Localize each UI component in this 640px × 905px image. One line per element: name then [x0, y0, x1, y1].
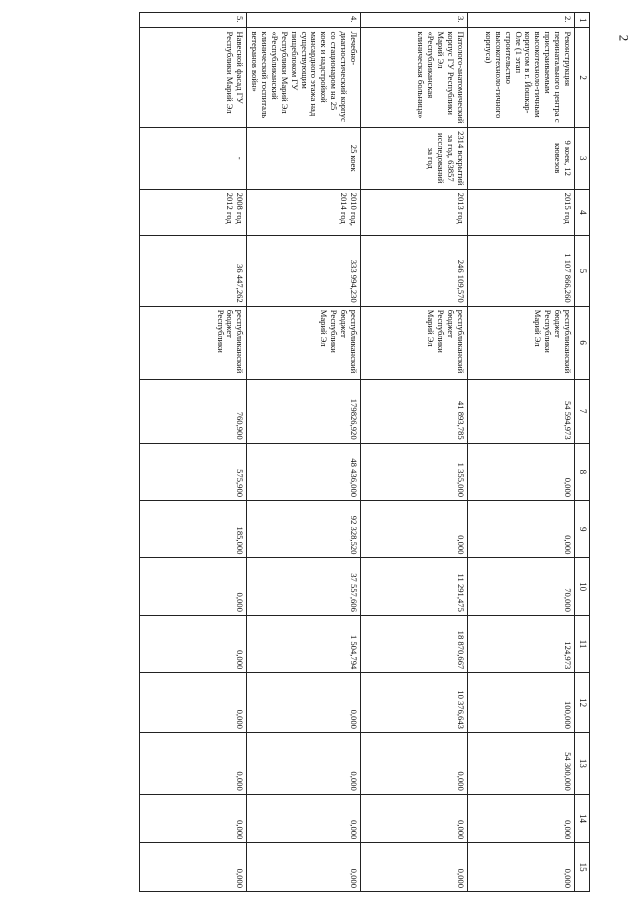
value-col-15: 0,000 [361, 843, 468, 892]
period: 2008 год 2012 год [140, 189, 247, 235]
value-col-9: 185,000 [140, 501, 247, 558]
object-name: Реконструкция перинатального центра с пристраиваемым высокотехноло-гичным корпусом в г. Йошкар-Оле (1 этап строительство высокотехноло-гичного корпуса) [468, 28, 575, 127]
value-col-8: 575,900 [140, 443, 247, 500]
funding-source: республиканский бюджет Республики [140, 306, 247, 379]
value-col-13: 0,000 [361, 732, 468, 794]
value-col-12: 100,000 [468, 673, 575, 733]
value-col-12: 0,000 [140, 673, 247, 733]
value-col-13: 0,000 [247, 732, 361, 794]
period: 2010 год, 2014 год [247, 189, 361, 235]
col-header: 11 [575, 615, 590, 672]
value-col-12: 0,000 [247, 673, 361, 733]
value-col-9: 0,000 [468, 501, 575, 558]
value-col-13: 0,000 [140, 732, 247, 794]
object-name: Патолого-анатомический корпус ГУ Республики Марий Эл «Республиканская клиническая больница» [361, 28, 468, 127]
value-col-15: 0,000 [468, 843, 575, 892]
object-name: Навесной фасад ГУ Республики Марий Эл [140, 28, 247, 127]
value-col-10: 37 557,606 [247, 558, 361, 615]
value-col-14: 0,000 [247, 794, 361, 843]
col-header: 5 [575, 236, 590, 307]
value-col-11: 18 870,667 [361, 615, 468, 672]
value-col-13: 54 300,000 [468, 732, 575, 794]
rotated-table-container [110, 12, 590, 892]
value-col-12: 10 376,643 [361, 673, 468, 733]
page-number: 2 [616, 34, 632, 42]
value-col-8: 48 436,000 [247, 443, 361, 500]
period: 2015 год [468, 189, 575, 235]
value-col-15: 0,000 [140, 843, 247, 892]
col-header: 9 [575, 501, 590, 558]
col-header: 15 [575, 843, 590, 892]
value-col-10: 0,000 [140, 558, 247, 615]
value-col-14: 0,000 [140, 794, 247, 843]
value-col-7: 179826,920 [247, 379, 361, 443]
value-col-8: 1 355,000 [361, 443, 468, 500]
value-col-10: 70,000 [468, 558, 575, 615]
value-col-7: 41 893,785 [361, 379, 468, 443]
estimated-cost: 36 447,262 [140, 236, 247, 307]
column-number-row [575, 13, 590, 892]
period: 2013 год [361, 189, 468, 235]
estimated-cost: 246 109,570 [361, 236, 468, 307]
capacity: 9 коек, 12 кювезов [468, 127, 575, 189]
col-header: 1 [575, 13, 590, 28]
table-row [468, 13, 575, 892]
value-col-7: 54 594,973 [468, 379, 575, 443]
col-header: 14 [575, 794, 590, 843]
col-header: 8 [575, 443, 590, 500]
value-col-14: 0,000 [361, 794, 468, 843]
value-col-15: 0,000 [247, 843, 361, 892]
col-header: 2 [575, 28, 590, 127]
row-number: 4. [247, 13, 361, 28]
col-header: 13 [575, 732, 590, 794]
value-col-8: 0,000 [468, 443, 575, 500]
funding-source: республиканский бюджет Республики Марий Эл [361, 306, 468, 379]
funding-source: республиканский бюджет Республики Марий Эл [247, 306, 361, 379]
value-col-9: 92 328,520 [247, 501, 361, 558]
capacity: - [140, 127, 247, 189]
table-row [247, 13, 361, 892]
row-number: 5. [140, 13, 247, 28]
col-header: 12 [575, 673, 590, 733]
investment-table [139, 12, 590, 892]
estimated-cost: 333 994,230 [247, 236, 361, 307]
row-number: 3. [361, 13, 468, 28]
col-header: 3 [575, 127, 590, 189]
value-col-10: 11 291,475 [361, 558, 468, 615]
value-col-11: 1 504,794 [247, 615, 361, 672]
table-row [361, 13, 468, 892]
value-col-14: 0,000 [468, 794, 575, 843]
col-header: 6 [575, 306, 590, 379]
capacity: 2314 вскрытий за год, 63857 исследований за год [361, 127, 468, 189]
estimated-cost: 1 107 866,260 [468, 236, 575, 307]
capacity: 25 коек [247, 127, 361, 189]
col-header: 4 [575, 189, 590, 235]
col-header: 10 [575, 558, 590, 615]
value-col-9: 0,000 [361, 501, 468, 558]
object-name: Лечебно-диагностический корпус со стационаром на 25 коек и надстройкой мансардного этажа над существующим пищеблоком ГУ Республики Марий Эл «Республиканский клинический госпиталь ветеранов войн» [247, 28, 361, 127]
table-row [140, 13, 247, 892]
row-number: 2. [468, 13, 575, 28]
value-col-7: 760,900 [140, 379, 247, 443]
col-header: 7 [575, 379, 590, 443]
value-col-11: 0,000 [140, 615, 247, 672]
funding-source: республиканский бюджет Республики Марий Эл [468, 306, 575, 379]
value-col-11: 124,973 [468, 615, 575, 672]
